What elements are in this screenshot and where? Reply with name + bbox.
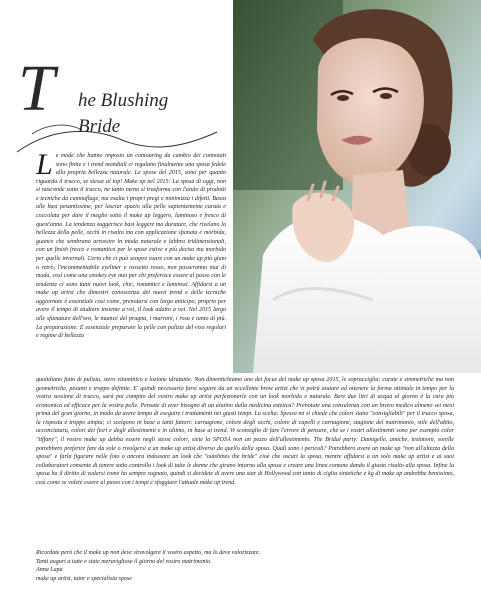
closing-line: Ricordate però che il make up non deve stravolgere il vostro aspetto, ma lo deve valorizzare. [36, 550, 261, 556]
closing-line: Tanti auguri a tutte e siate meravigliose il giorno del vostro matrimonio. [36, 558, 212, 565]
article-closing [36, 549, 454, 583]
article-body-text: quotidiano fatto di pulizia, siero vitaminico e lozione idratante. Non dimentichiamo uno dei focus del make up sposa 2015, le sopracciglia; curate e simmetriche ma non geometriche, pesanti e troppo definite. E' quindi necessario farsi seguire da un eccellente brow artist che vi potrà aiutare ad ottenere la forma ottimale in tempo per la vostra sessione di trucco, sarà poi compito del vostro make up artist perfezionarle con un look morbido e naturale. Bere due litri di acqua al giorno è la cura più economica ed efficace per la vostra pelle. Pensate di aver bisogno di un aiutino dalla medicina estetica? Prenotate una consulenza con un bravo medico almeno sei mesi prima del gran giorno, in modo da avere tempo di eseguire i trattamenti nei giusti tempi. La scelta: Spesso mi si chiede che colori siano "consigliabili" per il trucco sposa, la risposta è troppo ampia; ci scelgono in base a tanti fattori: carnagione, colore degli occhi, colore di capelli e carnagione, stagione del matrimonio, stile dell'abito, acconciatura, colori dei fiori e degli allestimenti e in ultimo, in base ai trend. Vi sconsiglio di fare l'errore di pensare, che se i vostri allestimenti sono per esempio color "tiffany", il vostro make up debba essere negli stessi colori, siete la SPOSA non un pezzo dell'allestimento. The Bridal party: Damigelle, amiche, testimoni, sorelle potrebbero preferire fare da sole o rivolgersi a un make up artist diverso da quello della sposa. Quali sono i pericoli? Potrebbero avere un make up "non all'altezza della sposa" e farla figurare nelle foto o ancora indossare un look che "outshines the bride" cioè che oscuri la sposa, mentre affidarsi a un solo make up artist e ai suoi collaboratori consente di tenere sotto controllo i look di tutte le donne che girano intorno alla sposa e creare una linea comune dando il giusto risalto alla sposa. Infine la sposa ha il diritto di vedersi come ha sempre sognato, quindi si decidete di avere una star di Hollywood con tanto di ciglia sintetiche e kg di make up andrebbe benissimo, così come se volete essere al passo con i tempi e sfoggiare l'attuale make up trend. [36, 377, 454, 486]
article-title [18, 52, 218, 146]
author-role: make up artist, tutor e specialista spose [36, 575, 132, 582]
article-intro-paragraph: e mode che hanno imposto un contouring da cambio dei connotati sono finite e i trend mondiali ci regalano finalmente una sposa fedele alla propria bellezza naturale. Le spose del 2015, sono per quanto riguarda il trucco, se stesse al top! Make up nel 2015: La sposa di oggi, non si nasconde sotto il trucco, ne tanto meno si trasforma con l'aiuto di prodotti e tecniche da camouflage, ma esalta i propri pregi e minimizza i difetti. Basta alle basi pesantissime, per lasciar spazio alla pelle sapientemente curata e coccolata per dare il meglio sotto il make up leggero, luminoso e fresco di quest'anno. La tendenza suggerisce basi leggere ma durature, che rivelano la bellezza della pelle, occhi in risalto ma con applicazione sfumata e morbida, guance che sembrano arrossire in moda naturale e labbra tridimensionali, con un finish fresco e romantico per le spose estive e più deciso ma morbido per quelle invernali. Certo che ci può sempre osare con un make up più glam o retrò, l'incommentabile eyeliner e rossetto rosso, non passeranno mai di moda, così come una smokey eye mai per chi preferisce essere al passo con le tendenze ci sono tanti nuovi look, chic, romantici e luminosi. Affidarsi a un make up artist che dimostri conoscenza dei nuovi trend e delle tecniche aggiornate è essenziale così come, prenotarsi con largo anticipo, proprio per avere il tempo di studiare insieme a voi, il look adatto a voi. Nel 2015 largo alle sfumature dell'oro, le nuance del prugna, i marroni, i rosa e tanto di più. La preparazione: È essenziale preparare la pelle con pulizie del viso regolari e regime di bellezza [36, 153, 226, 340]
bride-portrait-image [233, 0, 481, 373]
article-column-text [36, 148, 226, 341]
bride-photo [233, 0, 481, 373]
title-line-2: Bride [78, 116, 121, 137]
title-line-1: he Blushing [78, 90, 169, 111]
author-name: Anna Lapa [36, 567, 63, 574]
title-initial: T [18, 52, 55, 125]
drop-cap: L [36, 148, 53, 181]
